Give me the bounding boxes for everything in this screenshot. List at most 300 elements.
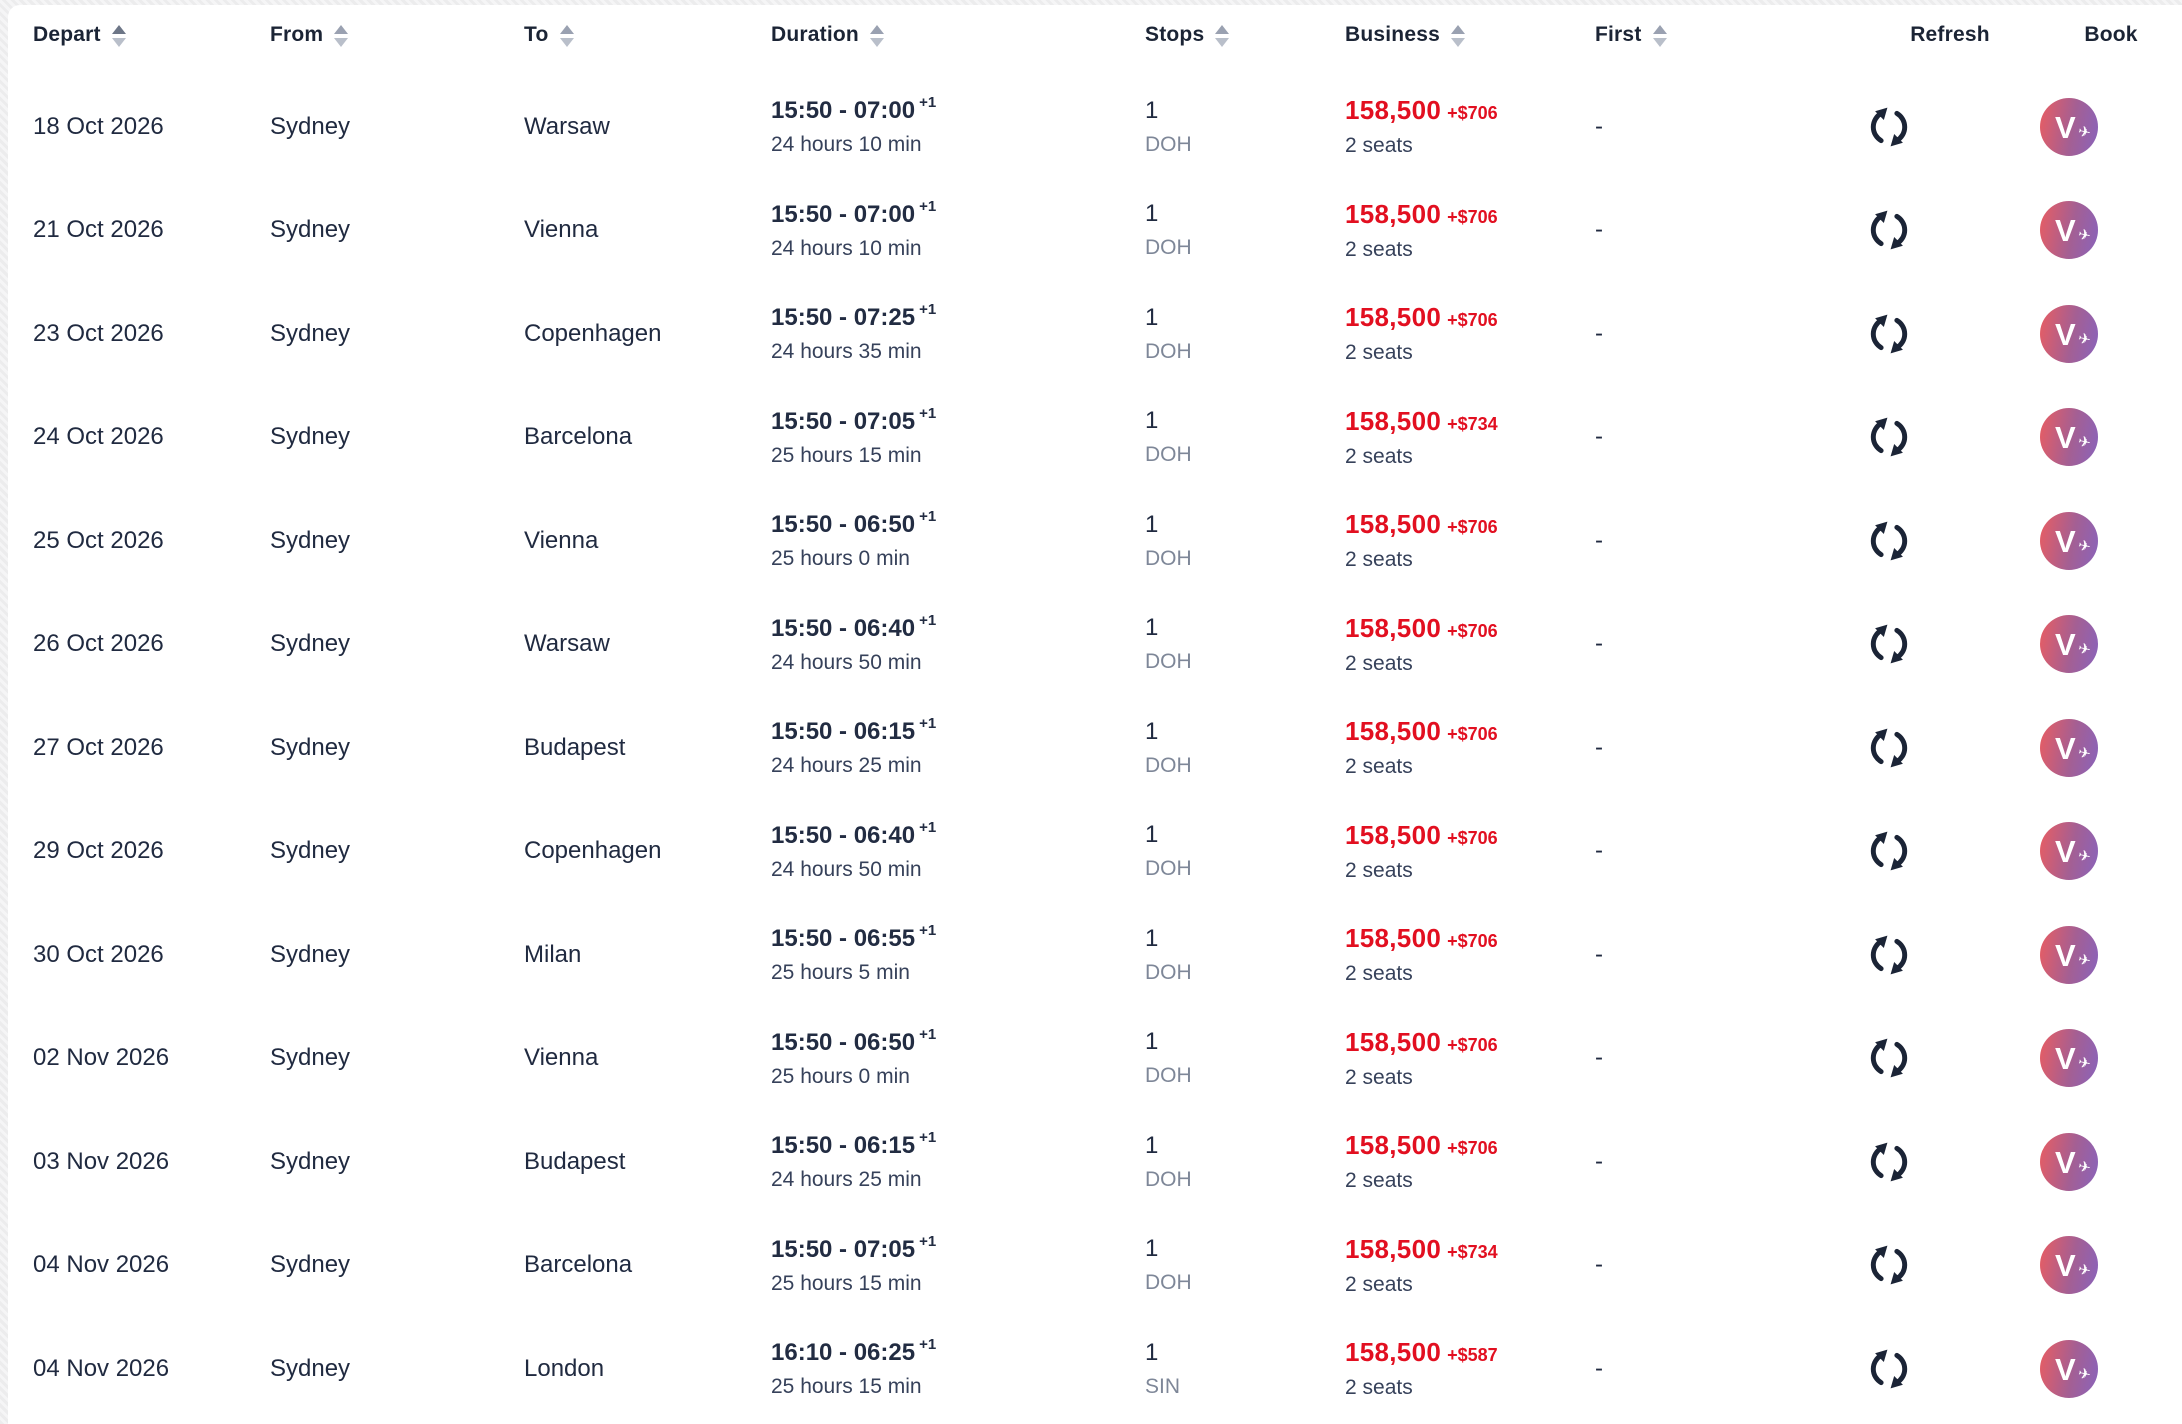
depart-date-cell (8, 1148, 270, 1176)
business-seats-available: 2 seats (1345, 1065, 1413, 1089)
depart-date-value: 23 Oct 2026 (33, 319, 164, 347)
business-fare-cell (1345, 509, 1595, 572)
total-duration: 25 hours 0 min (771, 547, 910, 571)
origin-city-value: Sydney (270, 423, 351, 451)
table-row (8, 179, 2182, 283)
first-fare-value: - (1595, 216, 1603, 244)
v-logo-letter: V (2055, 213, 2076, 249)
business-price-line (1345, 820, 1595, 851)
refresh-button[interactable] (1860, 1340, 1918, 1398)
business-cash-surcharge: +$706 (1447, 931, 1498, 952)
refresh-cell (1860, 1133, 2040, 1191)
flight-times (771, 818, 1145, 850)
time-range: 15:50 - 07:25 (771, 304, 916, 332)
plus-days-badge: +1 (919, 1025, 937, 1043)
refresh-icon (1862, 1342, 1916, 1396)
stops-count: 1 (1145, 1028, 1159, 1056)
duration-cell (771, 818, 1145, 882)
first-fare-value: - (1595, 733, 1603, 761)
origin-city-cell (270, 1251, 524, 1279)
refresh-button[interactable] (1860, 822, 1918, 880)
sort-arrows[interactable] (1451, 23, 1465, 47)
refresh-button[interactable] (1860, 1236, 1918, 1294)
depart-date-value: 26 Oct 2026 (33, 630, 164, 658)
refresh-cell (1860, 305, 2040, 363)
origin-city-cell (270, 941, 524, 969)
refresh-icon (1862, 1031, 1916, 1085)
refresh-button[interactable] (1860, 201, 1918, 259)
sort-arrows[interactable] (870, 23, 884, 47)
sort-arrows[interactable] (560, 23, 574, 47)
business-seats-available: 2 seats (1345, 134, 1413, 158)
column-header-to[interactable] (524, 23, 771, 47)
business-miles-price: 158,500 (1345, 198, 1442, 229)
book-cell (2040, 305, 2182, 363)
depart-date-value: 02 Nov 2026 (33, 1044, 170, 1072)
business-fare-cell (1345, 1234, 1595, 1297)
table-row (8, 75, 2182, 179)
refresh-button[interactable] (1860, 1029, 1918, 1087)
stops-count: 1 (1145, 821, 1159, 849)
business-cash-surcharge: +$706 (1447, 724, 1498, 745)
refresh-icon (1862, 617, 1916, 671)
first-fare-value: - (1595, 630, 1603, 658)
business-cash-surcharge: +$734 (1447, 413, 1498, 434)
total-duration: 24 hours 50 min (771, 857, 922, 881)
book-button[interactable] (2040, 822, 2098, 880)
plane-icon: ✈ (2076, 950, 2093, 970)
business-fare-cell (1345, 302, 1595, 365)
plane-icon: ✈ (2076, 536, 2093, 556)
table-row (8, 1110, 2182, 1214)
business-fare-cell (1345, 1130, 1595, 1193)
refresh-button[interactable] (1860, 1133, 1918, 1191)
v-logo-letter: V (2055, 316, 2076, 352)
stops-count: 1 (1145, 510, 1159, 538)
v-logo-letter: V (2055, 1351, 2076, 1387)
flight-times (771, 510, 1145, 539)
business-fare-cell (1345, 613, 1595, 676)
time-range: 15:50 - 07:05 (771, 1235, 916, 1263)
depart-date-cell (8, 630, 270, 658)
plane-icon: ✈ (2076, 122, 2093, 142)
business-seats-available: 2 seats (1345, 858, 1413, 882)
flight-times (771, 717, 1145, 746)
book-button[interactable] (2040, 408, 2098, 466)
book-button[interactable] (2040, 615, 2098, 673)
book-cell (2040, 1133, 2182, 1191)
sort-down-icon (1215, 38, 1229, 47)
plus-days-badge: +1 (919, 922, 937, 940)
book-cell (2040, 201, 2182, 259)
total-duration: 24 hours 25 min (771, 1168, 922, 1192)
business-fare-cell (1345, 1027, 1595, 1090)
time-range: 15:50 - 06:40 (771, 614, 916, 642)
first-fare-value: - (1595, 1044, 1603, 1072)
plane-icon: ✈ (2076, 433, 2093, 453)
table-row (8, 489, 2182, 593)
refresh-icon (1862, 928, 1916, 982)
destination-city-cell (524, 216, 771, 244)
v-logo-letter: V (2055, 834, 2076, 870)
table-header-row (8, 11, 2182, 59)
stop-airport-code: DOH (1145, 1167, 1192, 1191)
origin-city-cell (270, 734, 524, 762)
business-price-line (1345, 199, 1595, 230)
book-button[interactable] (2040, 1236, 2098, 1294)
book-cell (2040, 98, 2182, 156)
column-header-stops[interactable] (1145, 23, 1345, 47)
v-logo-letter: V (2055, 1041, 2076, 1077)
stops-cell (1145, 1028, 1345, 1088)
first-fare-cell (1595, 527, 1860, 555)
first-fare-value: - (1595, 940, 1603, 968)
origin-city-cell (270, 630, 524, 658)
book-button[interactable] (2040, 1340, 2098, 1398)
business-miles-price: 158,500 (1345, 1337, 1442, 1368)
column-header-first[interactable] (1595, 23, 1860, 47)
stop-airport-code: DOH (1145, 339, 1192, 363)
column-header-depart[interactable] (8, 23, 270, 47)
depart-date-cell (8, 734, 270, 762)
duration-cell (771, 404, 1145, 468)
refresh-cell (1860, 719, 2040, 777)
sort-up-icon (1215, 25, 1229, 34)
first-fare-cell (1595, 113, 1860, 141)
plus-days-badge: +1 (919, 508, 937, 526)
total-duration: 25 hours 0 min (771, 1064, 910, 1088)
refresh-icon (1862, 1135, 1916, 1189)
depart-date-value: 27 Oct 2026 (33, 733, 164, 761)
book-button[interactable] (2040, 926, 2098, 984)
sort-arrows[interactable] (334, 23, 348, 47)
business-cash-surcharge: +$706 (1447, 103, 1498, 124)
sort-up-icon (560, 25, 574, 34)
business-cash-surcharge: +$734 (1447, 1241, 1498, 1262)
sort-down-icon (560, 38, 574, 47)
origin-city-value: Sydney (270, 1044, 351, 1072)
v-logo-letter: V (2055, 627, 2076, 663)
refresh-cell (1860, 1029, 2040, 1087)
first-fare-cell (1595, 734, 1860, 762)
business-seats-available: 2 seats (1345, 1169, 1413, 1193)
book-button[interactable] (2040, 305, 2098, 363)
table-row (8, 386, 2182, 490)
column-label-stops: Stops (1145, 23, 1205, 46)
duration-cell (771, 96, 1145, 157)
first-fare-cell (1595, 423, 1860, 451)
stops-count: 1 (1145, 407, 1159, 435)
business-seats-available: 2 seats (1345, 548, 1413, 572)
business-fare-cell (1345, 199, 1595, 262)
origin-city-cell (270, 423, 524, 451)
book-cell (2040, 926, 2182, 984)
business-miles-price: 158,500 (1345, 612, 1442, 643)
plus-days-badge: +1 (919, 94, 937, 112)
refresh-icon (1862, 307, 1916, 361)
origin-city-value: Sydney (270, 112, 351, 140)
business-cash-surcharge: +$706 (1447, 517, 1498, 538)
business-fare-cell (1345, 820, 1595, 883)
flight-times (771, 924, 1145, 953)
business-miles-price: 158,500 (1345, 923, 1442, 954)
refresh-button[interactable] (1860, 926, 1918, 984)
destination-city-cell (524, 423, 771, 451)
destination-city-cell (524, 1355, 771, 1383)
first-fare-value: - (1595, 1354, 1603, 1382)
book-button[interactable] (2040, 98, 2098, 156)
depart-date-value: 18 Oct 2026 (33, 112, 164, 140)
stop-airport-code: DOH (1145, 1271, 1192, 1295)
business-price-line (1345, 1337, 1595, 1368)
total-duration: 24 hours 25 min (771, 754, 922, 778)
time-range: 15:50 - 06:50 (771, 1028, 916, 1056)
table-body (8, 59, 2182, 1421)
plus-days-badge: +1 (919, 611, 937, 629)
refresh-button[interactable] (1860, 512, 1918, 570)
book-button[interactable] (2040, 1133, 2098, 1191)
total-duration: 25 hours 15 min (771, 1271, 922, 1295)
duration-cell (771, 510, 1145, 571)
business-price-line (1345, 406, 1595, 437)
refresh-cell (1860, 1340, 2040, 1398)
plane-icon: ✈ (2076, 743, 2093, 763)
refresh-cell (1860, 1236, 2040, 1294)
plane-icon: ✈ (2076, 329, 2093, 349)
flight-times (771, 1338, 1145, 1367)
column-header-duration[interactable] (771, 23, 1145, 47)
total-duration: 24 hours 50 min (771, 650, 922, 674)
business-seats-available: 2 seats (1345, 444, 1413, 468)
refresh-button[interactable] (1860, 615, 1918, 673)
book-cell (2040, 1236, 2182, 1294)
business-seats-available: 2 seats (1345, 651, 1413, 675)
column-header-book (2040, 23, 2182, 47)
depart-date-cell (8, 320, 270, 348)
sort-down-icon (112, 38, 126, 47)
destination-city-cell (524, 527, 771, 555)
business-miles-price: 158,500 (1345, 509, 1442, 540)
total-duration: 25 hours 15 min (771, 1375, 922, 1399)
book-button[interactable] (2040, 512, 2098, 570)
total-duration: 24 hours 35 min (771, 340, 922, 364)
sort-down-icon (334, 38, 348, 47)
destination-city-value: Copenhagen (524, 319, 662, 347)
v-logo-letter: V (2055, 937, 2076, 973)
time-range: 15:50 - 07:00 (771, 97, 916, 125)
business-price-line (1345, 613, 1595, 644)
business-seats-available: 2 seats (1345, 755, 1413, 779)
duration-cell (771, 1338, 1145, 1399)
book-cell (2040, 1029, 2182, 1087)
business-cash-surcharge: +$706 (1447, 310, 1498, 331)
business-price-line (1345, 716, 1595, 747)
business-price-line (1345, 1130, 1595, 1161)
stop-airport-code: DOH (1145, 1064, 1192, 1088)
business-fare-cell (1345, 95, 1595, 158)
v-logo-letter: V (2055, 523, 2076, 559)
plus-days-badge: +1 (919, 715, 937, 733)
refresh-icon (1862, 1238, 1916, 1292)
sort-up-icon (334, 25, 348, 34)
destination-city-cell (524, 941, 771, 969)
stop-airport-code: DOH (1145, 132, 1192, 156)
stops-cell (1145, 1339, 1345, 1399)
destination-city-cell (524, 630, 771, 658)
first-fare-value: - (1595, 423, 1603, 451)
flight-times (771, 197, 1145, 229)
stops-cell (1145, 407, 1345, 467)
plus-days-badge: +1 (919, 404, 937, 422)
business-miles-price: 158,500 (1345, 405, 1442, 436)
refresh-cell (1860, 822, 2040, 880)
stop-airport-code: DOH (1145, 443, 1192, 467)
plus-days-badge: +1 (919, 1129, 937, 1147)
column-label-book: Book (2084, 23, 2138, 46)
refresh-button[interactable] (1860, 719, 1918, 777)
refresh-cell (1860, 201, 2040, 259)
plane-icon: ✈ (2076, 1364, 2093, 1384)
business-cash-surcharge: +$706 (1447, 827, 1498, 848)
first-fare-cell (1595, 630, 1860, 658)
duration-cell (771, 197, 1145, 261)
refresh-icon (1862, 721, 1916, 775)
plane-icon: ✈ (2076, 226, 2093, 246)
stops-count: 1 (1145, 200, 1159, 228)
column-header-refresh (1860, 23, 2040, 47)
plus-days-badge: +1 (919, 1336, 937, 1354)
flight-times (771, 1232, 1145, 1264)
stops-count: 1 (1145, 96, 1159, 124)
destination-city-value: Warsaw (524, 630, 610, 658)
destination-city-value: Budapest (524, 1147, 626, 1175)
destination-city-value: London (524, 1354, 605, 1382)
refresh-button[interactable] (1860, 305, 1918, 363)
depart-date-cell (8, 113, 270, 141)
stop-airport-code: DOH (1145, 236, 1192, 260)
duration-cell (771, 1131, 1145, 1192)
book-button[interactable] (2040, 201, 2098, 259)
business-miles-price: 158,500 (1345, 1130, 1442, 1161)
refresh-cell (1860, 615, 2040, 673)
first-fare-cell (1595, 837, 1860, 865)
refresh-cell (1860, 512, 2040, 570)
origin-city-value: Sydney (270, 1147, 351, 1175)
table-row (8, 800, 2182, 904)
book-button[interactable] (2040, 719, 2098, 777)
depart-date-cell (8, 423, 270, 451)
business-seats-available: 2 seats (1345, 962, 1413, 986)
business-miles-price: 158,500 (1345, 1026, 1442, 1057)
stops-cell (1145, 304, 1345, 364)
origin-city-cell (270, 320, 524, 348)
sort-arrows[interactable] (1653, 23, 1667, 47)
stop-airport-code: DOH (1145, 546, 1192, 570)
depart-date-cell (8, 1044, 270, 1072)
business-miles-price: 158,500 (1345, 302, 1442, 333)
table-row (8, 1214, 2182, 1318)
origin-city-cell (270, 837, 524, 865)
destination-city-cell (524, 1044, 771, 1072)
first-fare-value: - (1595, 1147, 1603, 1175)
origin-city-value: Sydney (270, 319, 351, 347)
depart-date-value: 29 Oct 2026 (33, 837, 164, 865)
stops-count: 1 (1145, 614, 1159, 642)
depart-date-value: 04 Nov 2026 (33, 1251, 170, 1279)
time-range: 15:50 - 06:40 (771, 821, 916, 849)
destination-city-cell (524, 1148, 771, 1176)
refresh-button[interactable] (1860, 98, 1918, 156)
book-button[interactable] (2040, 1029, 2098, 1087)
sort-up-icon (1653, 25, 1667, 34)
flight-times (771, 404, 1145, 436)
business-cash-surcharge: +$587 (1447, 1345, 1498, 1366)
origin-city-value: Sydney (270, 216, 351, 244)
business-price-line (1345, 923, 1595, 954)
time-range: 15:50 - 06:15 (771, 718, 916, 746)
origin-city-cell (270, 113, 524, 141)
refresh-icon (1862, 514, 1916, 568)
column-label-to: To (524, 23, 549, 46)
origin-city-value: Sydney (270, 940, 351, 968)
business-cash-surcharge: +$706 (1447, 1138, 1498, 1159)
destination-city-value: Warsaw (524, 112, 610, 140)
stops-cell (1145, 821, 1345, 881)
origin-city-value: Sydney (270, 837, 351, 865)
first-fare-value: - (1595, 112, 1603, 140)
sort-down-icon (1451, 38, 1465, 47)
sort-up-icon (112, 25, 126, 34)
book-cell (2040, 1340, 2182, 1398)
time-range: 16:10 - 06:25 (771, 1339, 916, 1367)
destination-city-value: Barcelona (524, 1251, 633, 1279)
duration-cell (771, 717, 1145, 778)
business-seats-available: 2 seats (1345, 1376, 1413, 1400)
business-miles-price: 158,500 (1345, 716, 1442, 747)
duration-cell (771, 303, 1145, 364)
book-cell (2040, 408, 2182, 466)
stops-count: 1 (1145, 1235, 1159, 1263)
total-duration: 24 hours 10 min (771, 133, 922, 157)
column-header-business[interactable] (1345, 23, 1595, 47)
business-cash-surcharge: +$706 (1447, 206, 1498, 227)
stop-airport-code: DOH (1145, 650, 1192, 674)
origin-city-value: Sydney (270, 1251, 351, 1279)
duration-cell (771, 1232, 1145, 1296)
destination-city-cell (524, 320, 771, 348)
origin-city-value: Sydney (270, 1354, 351, 1382)
time-range: 15:50 - 06:50 (771, 511, 916, 539)
sort-arrows[interactable] (112, 23, 126, 47)
depart-date-value: 21 Oct 2026 (33, 216, 164, 244)
refresh-icon (1862, 824, 1916, 878)
business-price-line (1345, 1234, 1595, 1265)
table-row (8, 1317, 2182, 1421)
flight-times (771, 1025, 1145, 1057)
plus-days-badge: +1 (919, 818, 937, 836)
depart-date-cell (8, 941, 270, 969)
sort-up-icon (870, 25, 884, 34)
refresh-icon (1862, 203, 1916, 257)
refresh-icon (1862, 100, 1916, 154)
stops-count: 1 (1145, 303, 1159, 331)
v-logo-letter: V (2055, 1248, 2076, 1284)
column-header-from[interactable] (270, 23, 524, 47)
origin-city-value: Sydney (270, 526, 351, 554)
sort-arrows[interactable] (1215, 23, 1229, 47)
refresh-button[interactable] (1860, 408, 1918, 466)
table-row (8, 903, 2182, 1007)
